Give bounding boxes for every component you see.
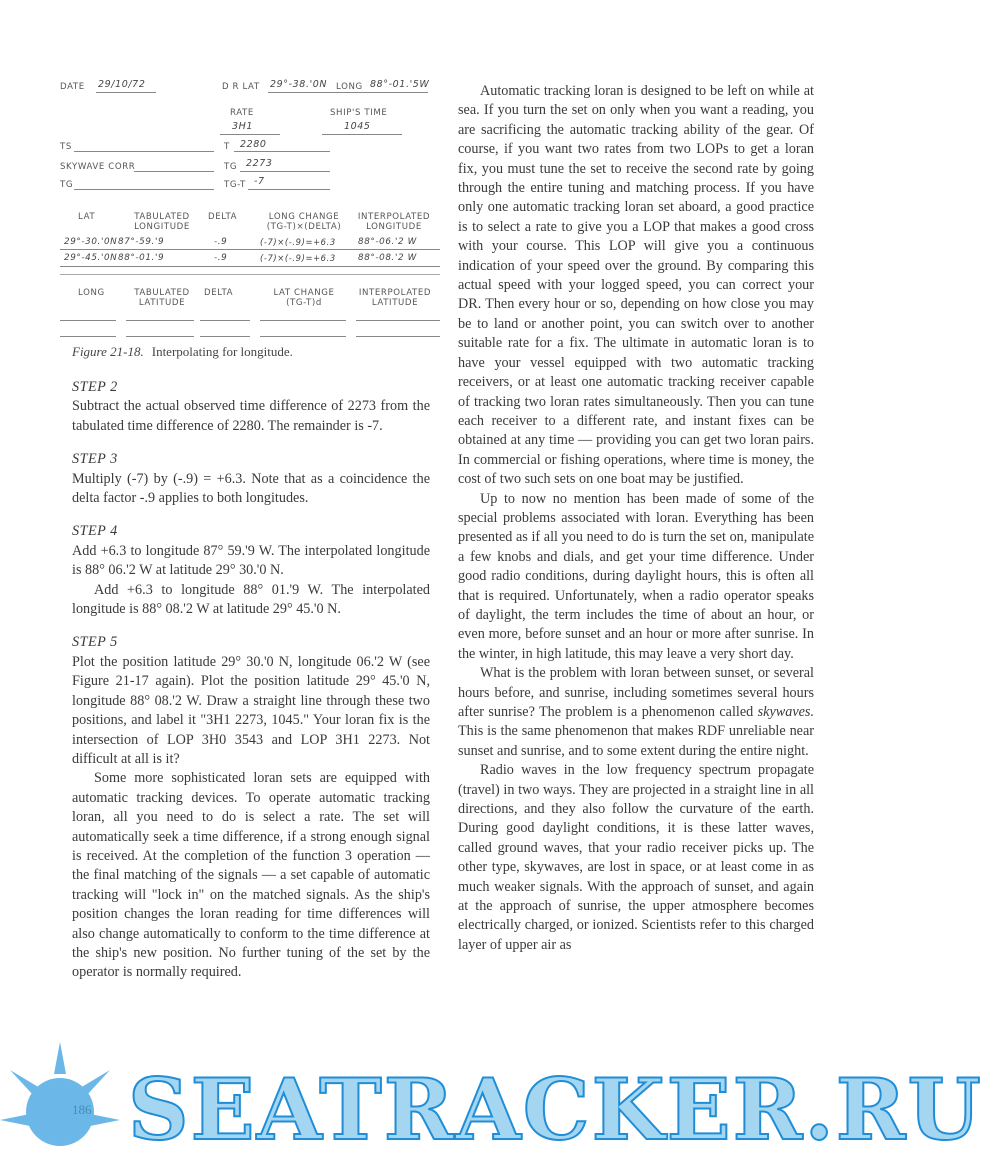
tg-t-label: TG-T	[224, 180, 246, 190]
paragraph-4: Radio waves in the low frequency spectrum propagate (travel) in two ways. They are projected in a straight line in all directions, and they also follow the curvature of the earth. During good daylight conditions, it is these latter waves, called ground waves, that your radio receiver picks up. The other type, skywaves, are lost in space, or at least come in as much weaker signals. With the approach of sunset, and again at the approach of sunrise, the upper atmosphere becomes electrically charged, or ionized. Scientists refer to this charged layer of upper air as	[458, 762, 814, 953]
tg-value: 2273	[246, 158, 273, 169]
paragraph-2: Up to now no mention has been made of some of the special problems associated with loran. Everything has been presented as if all you need to do is turn the set on, manipulate a few knobs and dials, and get your time difference. Under good radio conditions, during daylight hours, this is often all that is required. Unfortunately, when a radio operator speaks of daylight, the term includes the time of about an hour, or even more, before sunset and an hour or more after sunrise. In the winter, in high latitude, this may leave a very short day.	[458, 490, 814, 662]
step2-heading: STEP 2	[72, 379, 118, 395]
rate-label: RATE	[230, 108, 254, 118]
ts-label: TS	[60, 142, 72, 152]
tg-label: TG	[60, 180, 74, 190]
t-value: 2280	[240, 139, 267, 150]
paragraph-1: Automatic tracking loran is designed to be left on while at sea. If you turn the set on only when you want a reading, you are sacrificing the automatic tracking ability of the gear. Of course, if you want two rates from two LOPs to get a loran fix, you must tune the set to receive the second rate by going through the entire tuning and matching process. If you have only one automatic tracking loran set aboard, a good practice is to select a rate to give you a LOP that makes a good cross with your course. This LOP will give you a continuous indication of your speed over the ground. By comparing this actual speed with your logged speed, you can correct your DR. Then every hour or so, depending on how close you may be to land or another point, you can switch over to another suitable rate for a fix. The ultimate in automatic loran is to have your vessel equipped with two automatic tracking receivers, or at least one automatic tracking receiver capable of tracking two loran rates simultaneously. Then you can tune each receiver to a different rate, and instant fixes can be obtained at any time — providing you can get two loran pairs. In commercial or fishing operations, where time is money, the cost of two such sets on one boat may be justified.	[458, 83, 814, 488]
t1-r2-tab: 88°-01.'9	[118, 253, 165, 263]
t1-header-interp-long: INTERPOLATED LONGITUDE	[357, 212, 431, 232]
paragraph-3-b: This is the same phenomenon that makes RDF unreliable near sunset and sunrise, and to some extent during the entire night.	[458, 723, 814, 759]
step4-heading: STEP 4	[72, 523, 118, 540]
left-column	[72, 378, 430, 983]
t1-r1-lat: 29°-30.'0N	[64, 237, 118, 247]
t1-r1-delta: -.9	[214, 237, 228, 247]
t2-header-interp-lat: INTERPOLATED LATITUDE	[358, 288, 432, 308]
sun-logo-icon	[0, 1042, 120, 1146]
t1-header-tab-long: TABULATED LONGITUDE	[134, 212, 190, 232]
dr-lat-value: 29°-38.'0N	[270, 79, 328, 90]
figure-caption	[72, 344, 293, 360]
date-value: 29/10/72	[98, 79, 146, 90]
t1-r2-change: (-7)×(-.9)=+6.3	[260, 253, 336, 263]
ship-time-label: SHIP'S TIME	[330, 108, 388, 118]
step4-text-b: Add +6.3 to longitude 88° 01.'9 W. The interpolated longitude is 88° 08.'2 W at latitude 29° 45.'0 N.	[72, 581, 430, 618]
interpolation-form	[60, 78, 440, 348]
tg-label-2: TG	[224, 162, 238, 172]
date-label: DATE	[60, 82, 85, 92]
t1-r2-lat: 29°-45.'0N	[64, 253, 118, 263]
t-label: T	[224, 142, 230, 152]
t1-r2-delta: -.9	[214, 253, 228, 263]
step2-text: Subtract the actual observed time difference of 2273 from the tabulated time difference of 2280. The remainder is -7.	[72, 398, 430, 434]
t1-header-delta: DELTA	[208, 212, 238, 222]
t2-header-long: LONG	[78, 288, 105, 298]
long-label: LONG	[336, 82, 363, 92]
skywaves-term: skywaves.	[757, 704, 814, 720]
t1-r2-interp: 88°-08.'2 W	[358, 253, 417, 263]
t2-header-tab-lat: TABULATED LATITUDE	[134, 288, 190, 308]
t1-header-lat: LAT	[78, 212, 96, 222]
step5-heading: STEP 5	[72, 634, 118, 651]
t1-r1-interp: 88°-06.'2 W	[358, 237, 417, 247]
step3-heading: STEP 3	[72, 451, 118, 468]
figure-caption-text: Interpolating for longitude.	[151, 344, 293, 359]
t2-header-lat-change: LAT CHANGE (TG-T)d	[273, 288, 335, 308]
paragraph-3-a: What is the problem with loran between sunset, or several hours before, and sunrise, including sometimes several hours after sunrise? The problem is a phenomenon called	[458, 665, 814, 720]
watermark-text: SEATRACKER.RU	[128, 1060, 983, 1159]
tg-t-value: -7	[254, 176, 265, 187]
step5-text: Plot the position latitude 29° 30.'0 N, longitude 06.'2 W (see Figure 21-17 again). Plot the position latitude 29° 45.'0 N, longitude 88° 08.'2 W. Draw a straight line through these two positions, and label it "3H1 2273, 1045." Your loran fix is the intersection of LOP 3H0 3543 and LOP 3H1 2273. Not difficult at all is it?	[72, 653, 430, 767]
step3-text: Multiply (-7) by (-.9) = +6.3. Note that as a coincidence the delta factor -.9 applies to both longitudes.	[72, 470, 430, 507]
ship-time-value: 1045	[344, 121, 371, 132]
auto-tracking-paragraph: Some more sophisticated loran sets are equipped with automatic tracking devices. To operate automatic tracking loran, all you need to do is select a rate. The set will automatically seek a time difference, if a strong enough signal is received. At the completion of the function 3 operation — the final matching of the signals — a set capable of automatic tracking will "lock in" on the matched signals. As the ship's position changes the loran reading for time differences will also change automatically to conform to the time difference at the ship's new position. No further tuning of the set by the operator is normally required.	[72, 770, 430, 981]
skywave-label: SKYWAVE CORR	[60, 162, 136, 172]
paragraph-3	[458, 664, 814, 761]
long-value: 88°-01.'5W	[370, 79, 430, 90]
step4-text-a: Add +6.3 to longitude 87° 59.'9 W. The interpolated longitude is 88° 06.'2 W at latitude 29° 30.'0 N.	[72, 542, 430, 579]
t1-header-long-change: LONG CHANGE (TG-T)×(DELTA)	[266, 212, 342, 232]
t2-header-delta: DELTA	[204, 288, 234, 298]
t1-r1-tab: 87°-59.'9	[118, 237, 165, 247]
dr-lat-label: D R LAT	[222, 82, 260, 92]
right-column	[458, 82, 814, 955]
rate-value: 3H1	[232, 121, 254, 132]
t1-r1-change: (-7)×(-.9)=+6.3	[260, 237, 336, 247]
figure-label: Figure 21-18.	[72, 344, 144, 359]
